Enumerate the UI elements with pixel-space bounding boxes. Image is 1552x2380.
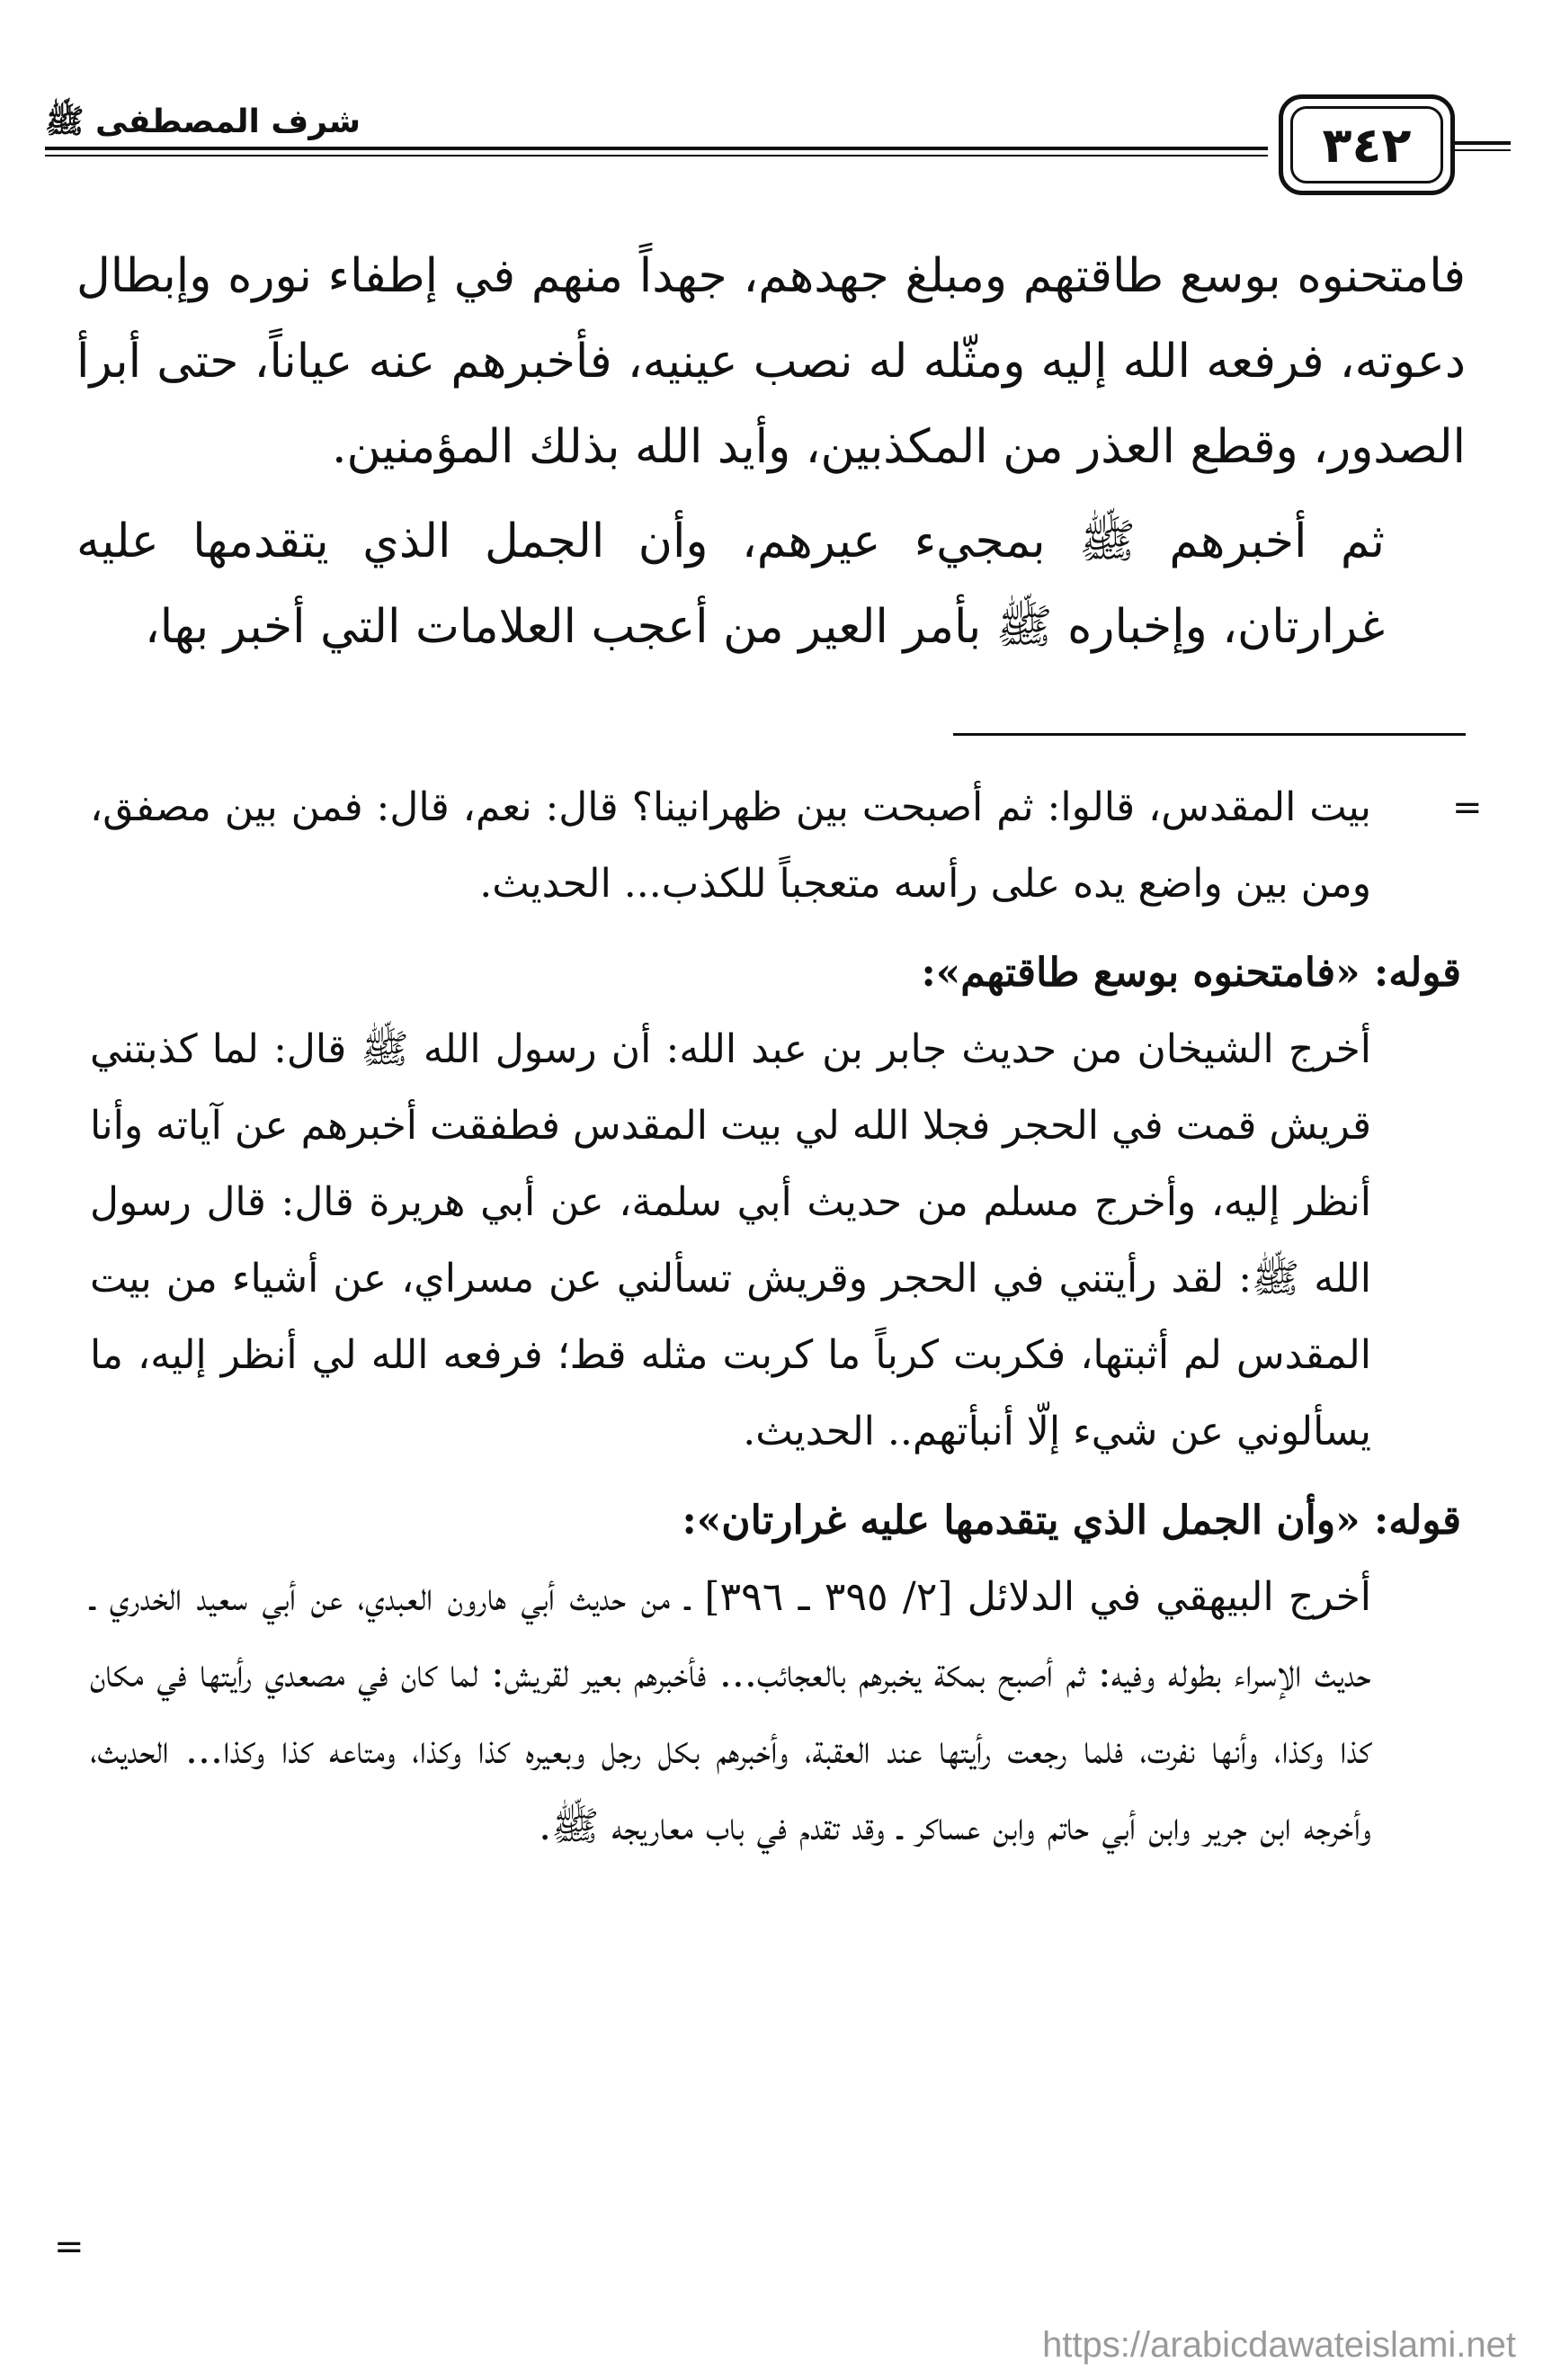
footnote-2-heading bbox=[90, 1482, 1461, 1559]
page-number-frame bbox=[1279, 94, 1455, 195]
page-number: ٣٤٢ bbox=[1290, 106, 1443, 183]
footnote-2-body: أخرج البيهقي في الدلائل [٢/ ٣٩٥ ـ ٣٩٦] ـ من حديث أبي هارون العبدي، عن أبي سعيد الخدري ـ حديث الإسراء بطوله وفيه: ثم أصبح بمكة يخبرهم بالعجائب... فأخبرهم بعير لقريش: لما كان في مصعدي رأيتها في مكان كذا وكذا، وأنها نفرت، فلما رجعت رأيتها عند العقبة، وأخبرهم بكل رجل وبعيره كذا وكذا، ومتاعه كذا وكذا... الحديث، وأخرجه ابن جرير وابن أبي حاتم وابن عساكر ـ وقد تقدم في باب معاريجه ﷺ. bbox=[90, 1574, 1371, 1849]
footnote-1-heading bbox=[90, 935, 1461, 1011]
footnotes bbox=[90, 769, 1461, 1865]
header-rule bbox=[45, 147, 1268, 157]
main-text bbox=[76, 234, 1466, 670]
footnote-2-label: قوله: bbox=[1373, 1498, 1461, 1543]
header-rule-tail bbox=[1455, 141, 1511, 151]
footnote-separator bbox=[953, 733, 1466, 736]
main-paragraph-1: فامتحنوه بوسع طاقتهم ومبلغ جهدهم، جهداً منهم في إطفاء نوره وإبطال دعوته، فرفعه الله إليه ومثّله له نصب عينيه، فأخبرهم عنه عياناً، حتى أبرأ الصدور، وقطع العذر من المكذبين، وأيد الله بذلك المؤمنين. bbox=[76, 249, 1466, 474]
continuation-mark-bottom: = bbox=[54, 2226, 85, 2268]
main-paragraph-2: ثم أخبرهم ﷺ بمجيء عيرهم، وأن الجمل الذي يتقدمها عليه غرارتان، وإخباره ﷺ بأمر العير من أعجب العلامات التي أخبر بها، bbox=[76, 514, 1385, 654]
footnote-carryover: بيت المقدس، قالوا: ثم أصبحت بين ظهرانينا؟ قال: نعم، قال: فمن بين مصفق، ومن بين واضع يده على رأسه متعجباً للكذب... الحديث. bbox=[90, 784, 1371, 907]
continuation-mark-top: = bbox=[1452, 787, 1483, 828]
page-header bbox=[45, 94, 1466, 211]
watermark-url: https://arabicdawateislami.net bbox=[1042, 2325, 1516, 2365]
footnote-1-body: أخرج الشيخان من حديث جابر بن عبد الله: أن رسول الله ﷺ قال: لما كذبتني قريش قمت في الحجر فجلا الله لي بيت المقدس فطفقت أخبرهم عن آياته وأنا أنظر إليه، وأخرج مسلم من حديث أبي سلمة، عن أبي هريرة قال: قال رسول الله ﷺ: لقد رأيتني في الحجر وقريش تسألني عن مسراي، عن أشياء من بيت المقدس لم أثبتها، فكربت كرباً ما كربت مثله قط؛ فرفعه الله لي أنظر إليه، ما يسألوني عن شيء إلّا أنبأتهم.. الحديث. bbox=[90, 1026, 1371, 1454]
footnote-2-quote: «وأن الجمل الذي يتقدمها عليه غرارتان»: bbox=[682, 1498, 1360, 1543]
running-title: شرف المصطفى ﷺ bbox=[45, 103, 361, 140]
footnote-1-label: قوله: bbox=[1373, 950, 1461, 996]
footnote-1-quote: «فامتحنوه بوسع طاقتهم»: bbox=[921, 950, 1360, 996]
